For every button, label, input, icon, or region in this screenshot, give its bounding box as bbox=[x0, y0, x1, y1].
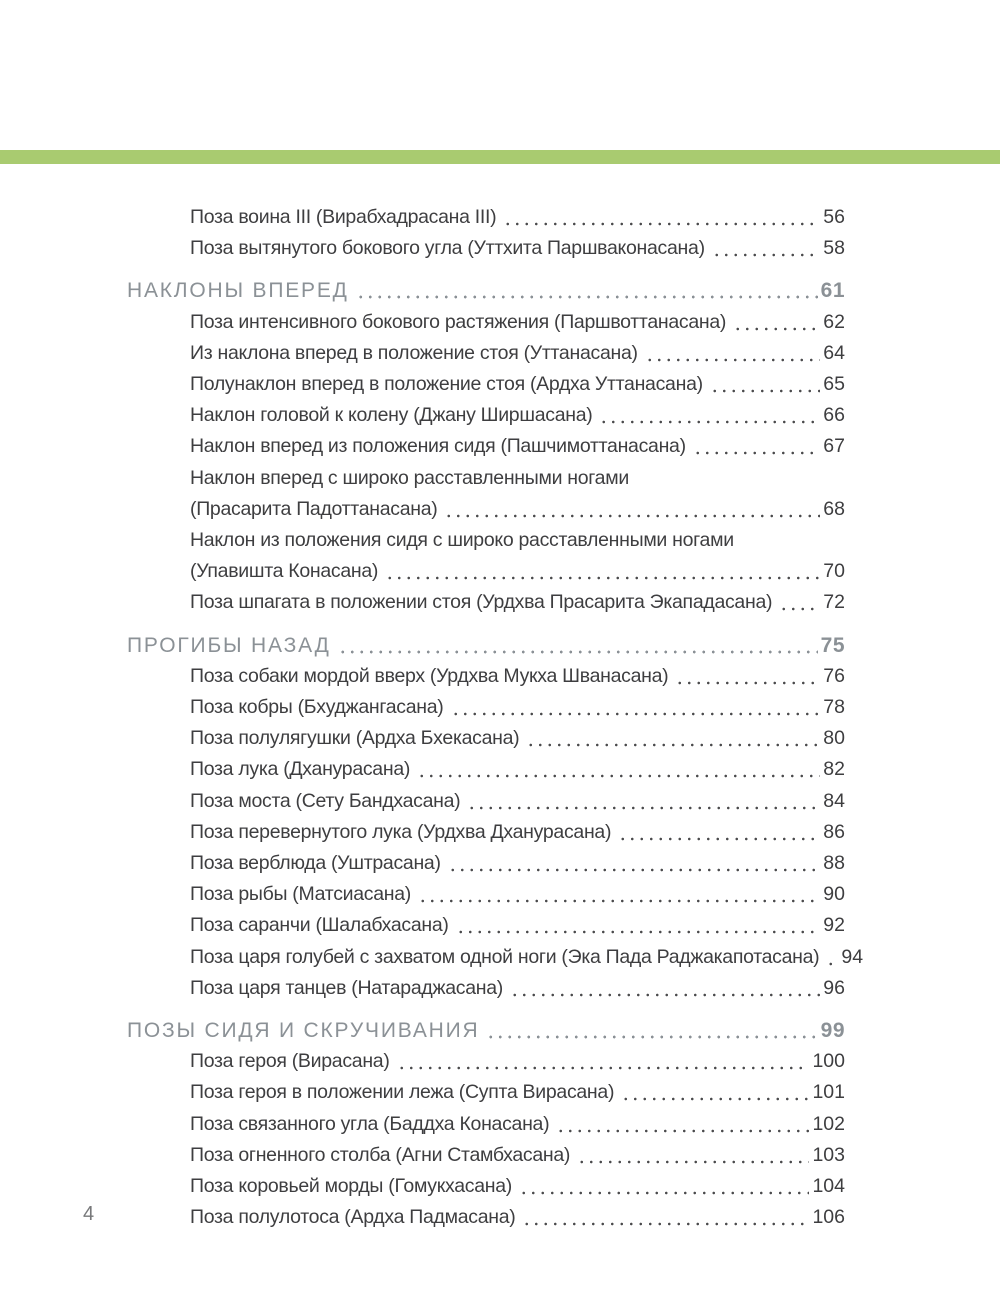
dot-leader bbox=[448, 848, 821, 879]
toc-entry bbox=[127, 848, 845, 879]
dot-leader bbox=[779, 587, 820, 618]
dot-leader bbox=[397, 1046, 810, 1077]
entry-page-number: 78 bbox=[823, 696, 845, 719]
dot-leader bbox=[526, 723, 820, 754]
dot-leader bbox=[456, 910, 821, 941]
entry-page-number: 102 bbox=[812, 1112, 845, 1135]
entry-page-number: 92 bbox=[823, 914, 845, 937]
dot-leader bbox=[712, 233, 821, 264]
entry-page-number: 58 bbox=[823, 237, 845, 260]
dot-leader bbox=[577, 1140, 809, 1171]
entry-page-number: 101 bbox=[812, 1081, 845, 1104]
dot-leader bbox=[599, 400, 820, 431]
toc-entry bbox=[127, 973, 845, 1004]
dot-leader bbox=[467, 786, 820, 817]
toc-entry bbox=[127, 1171, 845, 1202]
toc-entry bbox=[127, 587, 845, 618]
toc-entry bbox=[127, 1109, 845, 1140]
toc-section-header bbox=[127, 630, 845, 661]
page-number: 4 bbox=[83, 1203, 95, 1225]
entry-title: Поза собаки мордой вверх (Урдхва Мукха Шванасана) bbox=[190, 664, 669, 687]
entry-title: Поза рыбы (Матсиасана) bbox=[190, 883, 411, 906]
toc-entry bbox=[127, 879, 845, 910]
entry-title: Поза лука (Дханурасана) bbox=[190, 758, 411, 781]
toc-entry bbox=[127, 338, 845, 369]
entry-page-number: 72 bbox=[823, 591, 845, 614]
entry-page-number: 96 bbox=[823, 976, 845, 999]
entry-title: Поза царя голубей с захватом одной ноги (Эка Пада Раджакапотасана) bbox=[190, 945, 820, 968]
toc-entry bbox=[127, 817, 845, 848]
toc-entry bbox=[127, 786, 845, 817]
toc-entry bbox=[127, 307, 845, 338]
entry-page-number: 100 bbox=[812, 1050, 845, 1073]
toc-entry bbox=[127, 1046, 845, 1077]
entry-page-number: 56 bbox=[823, 206, 845, 228]
entry-title: Поза перевернутого лука (Урдхва Дханурасана) bbox=[190, 820, 612, 843]
dot-leader bbox=[522, 1202, 809, 1233]
dot-leader bbox=[486, 1015, 817, 1046]
entry-page-number: 106 bbox=[812, 1206, 845, 1229]
entry-title: Поза героя (Вирасана) bbox=[190, 1050, 390, 1073]
toc-entry bbox=[127, 723, 845, 754]
dot-leader bbox=[338, 630, 818, 661]
entry-title: Поза моста (Сету Бандхасана) bbox=[190, 789, 461, 812]
entry-title: Наклон головой к колену (Джану Ширшасана) bbox=[190, 404, 593, 427]
entry-title: Поза воина III (Вирабхадрасана III) bbox=[190, 206, 497, 228]
entry-page-number: 82 bbox=[823, 758, 845, 781]
entry-page-number: 66 bbox=[823, 404, 845, 427]
entry-title: Поза огненного столба (Агни Стамбхасана) bbox=[190, 1143, 571, 1166]
entry-page-number: 86 bbox=[823, 820, 845, 843]
dot-leader bbox=[451, 692, 821, 723]
toc-section-header bbox=[127, 275, 845, 306]
entry-title: Поза царя танцев (Натараджасана) bbox=[190, 976, 503, 999]
entry-title: ПОЗЫ СИДЯ И СКРУЧИВАНИЯ bbox=[127, 1019, 480, 1043]
dot-leader bbox=[556, 1109, 809, 1140]
dot-leader bbox=[621, 1077, 809, 1108]
entry-title: Поза полулягушки (Ардха Бхекасана) bbox=[190, 727, 520, 750]
toc-entry bbox=[127, 494, 845, 525]
toc-entry bbox=[127, 431, 845, 462]
entry-title: Поза кобры (Бхуджангасана) bbox=[190, 696, 444, 719]
entry-page-number: 61 bbox=[820, 279, 845, 303]
toc-entry bbox=[127, 661, 845, 692]
entry-page-number: 70 bbox=[823, 560, 845, 583]
entry-title: Наклон вперед с широко расставленными ногами bbox=[190, 466, 629, 489]
entry-page-number: 104 bbox=[812, 1175, 845, 1198]
dot-leader bbox=[693, 431, 821, 462]
toc-entry bbox=[127, 1077, 845, 1108]
entry-title: Поза коровьей морды (Гомукхасана) bbox=[190, 1175, 512, 1198]
toc-entry-continuation bbox=[127, 525, 845, 556]
entry-title: Наклон из положения сидя с широко расставленными ногами bbox=[190, 529, 734, 552]
entry-title: Поза героя в положении лежа (Супта Вирасана) bbox=[190, 1081, 615, 1104]
entry-title: Поза шпагата в положении стоя (Урдхва Прасарита Экападасана) bbox=[190, 591, 773, 614]
entry-page-number: 80 bbox=[823, 727, 845, 750]
entry-page-number: 94 bbox=[841, 945, 864, 968]
toc-entry bbox=[127, 754, 845, 785]
entry-title: Наклон вперед из положения сидя (Пашчимоттанасана) bbox=[190, 435, 686, 458]
dot-leader bbox=[826, 942, 838, 973]
toc-entry bbox=[127, 1140, 845, 1171]
entry-title: Из наклона вперед в положение стоя (Уттанасана) bbox=[190, 341, 638, 364]
entry-title: Поза вытянутого бокового угла (Уттхита Паршваконасана) bbox=[190, 237, 705, 260]
entry-title: (Прасарита Падоттанасана) bbox=[190, 497, 438, 520]
dot-leader bbox=[356, 275, 818, 306]
entry-page-number: 67 bbox=[823, 435, 845, 458]
entry-page-number: 68 bbox=[823, 497, 845, 520]
entry-page-number: 65 bbox=[823, 373, 845, 396]
accent-bar bbox=[0, 150, 1000, 164]
dot-leader bbox=[444, 494, 820, 525]
toc-entry bbox=[127, 692, 845, 723]
entry-page-number: 90 bbox=[823, 883, 845, 906]
entry-title: Поза верблюда (Уштрасана) bbox=[190, 852, 441, 875]
entry-title: Поза интенсивного бокового растяжения (Паршвоттанасана) bbox=[190, 310, 727, 333]
entry-page-number: 88 bbox=[823, 852, 845, 875]
toc-entry bbox=[127, 910, 845, 941]
dot-leader bbox=[417, 754, 820, 785]
toc-entry bbox=[127, 400, 845, 431]
entry-title: Поза полулотоса (Ардха Падмасана) bbox=[190, 1206, 516, 1229]
entry-page-number: 64 bbox=[823, 341, 845, 364]
entry-title: Полунаклон вперед в положение стоя (Ардха Уттанасана) bbox=[190, 373, 703, 396]
dot-leader bbox=[418, 879, 820, 910]
dot-leader bbox=[710, 369, 820, 400]
toc-entry bbox=[127, 202, 845, 233]
toc-entry bbox=[127, 556, 845, 587]
entry-page-number: 84 bbox=[823, 789, 845, 812]
dot-leader bbox=[675, 661, 820, 692]
entry-page-number: 99 bbox=[820, 1019, 845, 1043]
entry-page-number: 103 bbox=[812, 1143, 845, 1166]
toc-entry bbox=[127, 1202, 845, 1233]
entry-title: ПРОГИБЫ НАЗАД bbox=[127, 633, 331, 657]
toc-entry bbox=[127, 233, 845, 264]
entry-title: НАКЛОНЫ ВПЕРЕД bbox=[127, 279, 349, 303]
entry-page-number: 76 bbox=[823, 664, 845, 687]
dot-leader bbox=[733, 307, 820, 338]
toc-entry-continuation bbox=[127, 463, 845, 494]
dot-leader bbox=[645, 338, 821, 369]
entry-page-number: 62 bbox=[823, 310, 845, 333]
toc-section-header bbox=[127, 1015, 845, 1046]
toc-entry bbox=[127, 369, 845, 400]
entry-title: Поза связанного угла (Баддха Конасана) bbox=[190, 1112, 550, 1135]
entry-page-number: 75 bbox=[820, 633, 845, 657]
dot-leader bbox=[385, 556, 820, 587]
entry-title: (Упавишта Конасана) bbox=[190, 560, 379, 583]
toc-entry bbox=[127, 942, 864, 973]
dot-leader bbox=[510, 973, 820, 1004]
dot-leader bbox=[519, 1171, 810, 1202]
dot-leader bbox=[503, 202, 820, 233]
entry-title: Поза саранчи (Шалабхасана) bbox=[190, 914, 449, 937]
toc bbox=[127, 202, 864, 1234]
dot-leader bbox=[618, 817, 820, 848]
